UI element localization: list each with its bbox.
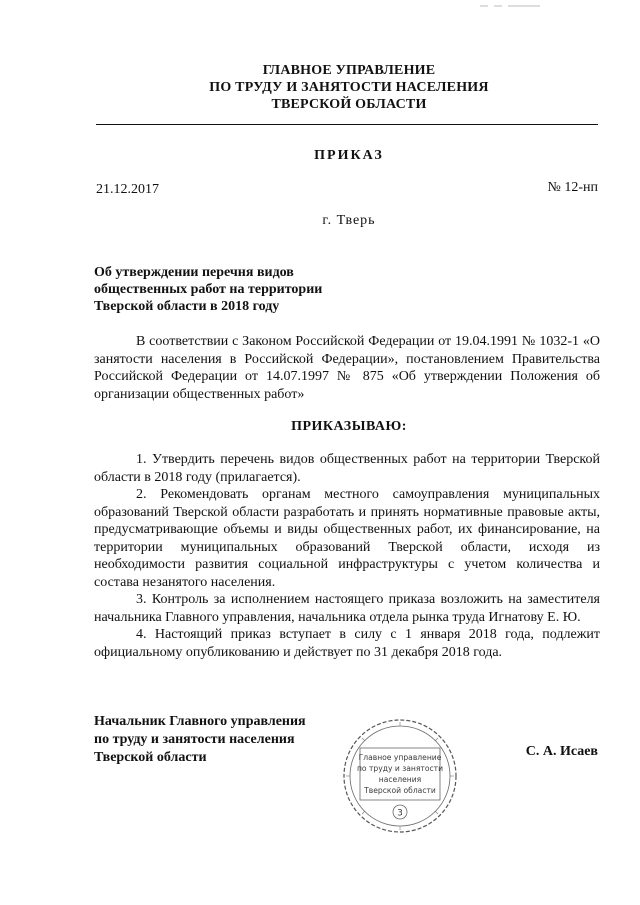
signatory-position — [94, 713, 354, 767]
scan-mark — [480, 2, 540, 10]
organization-header — [100, 62, 598, 113]
seal-text-3: населения — [378, 775, 422, 784]
preamble-paragraph: В соответствии с Законом Российской Федерации от 19.04.1991 № 1032-1 «О занятости населения в Российской Федерации», постановлением Правительства Российской Федерации от 14.07.1997 № 875 «Об утверждении Положения об организации общественных работ» — [94, 334, 600, 402]
subject-line-3: Тверской области в 2018 году — [94, 299, 280, 314]
position-line-2: по труду и занятости населения — [94, 732, 295, 747]
position-line-1: Начальник Главного управления — [94, 714, 306, 729]
official-seal — [340, 716, 460, 836]
seal-text-2: по труду и занятости — [356, 764, 444, 773]
decree-items — [94, 451, 600, 661]
decree-heading: ПРИКАЗЫВАЮ: — [291, 419, 407, 434]
subject-line-1: Об утверждении перечня видов — [94, 265, 294, 280]
document-number: № 12-нп — [547, 180, 598, 195]
seal-text-1: Главное управление — [358, 753, 442, 762]
decree-item-4: 4. Настоящий приказ вступает в силу с 1 января 2018 года, подлежит официальному опубликованию и действует по 31 декабря 2018 года. — [94, 627, 600, 660]
header-divider — [96, 124, 598, 125]
decree-item-1: 1. Утвердить перечень видов общественных работ на территории Тверской области в 2018 году (прилагается). — [94, 452, 600, 485]
document-subject — [94, 264, 384, 315]
seal-text-4: Тверской области — [364, 786, 436, 795]
seal-number: 3 — [397, 808, 403, 819]
subject-line-2: общественных работ на территории — [94, 282, 323, 297]
header-line-2: ПО ТРУДУ И ЗАНЯТОСТИ НАСЕЛЕНИЯ — [209, 80, 489, 95]
decree-item-2: 2. Рекомендовать органам местного самоуправления муниципальных образований Тверской области разработать и принять нормативные правовые акты, предусматривающие объемы и виды общественных работ, их финансирование, на территории муниципальных образований Тверской области, исходя из необходимости развития социальной инфраструктуры с учетом количества и состава незанятого населения. — [94, 487, 600, 590]
header-line-1: ГЛАВНОЕ УПРАВЛЕНИЕ — [262, 63, 436, 78]
document-date: 21.12.2017 — [96, 182, 159, 197]
document-title: ПРИКАЗ — [314, 148, 384, 163]
signatory-name: С. А. Исаев — [525, 744, 598, 759]
position-line-3: Тверской области — [94, 750, 207, 765]
header-line-3: ТВЕРСКОЙ ОБЛАСТИ — [271, 97, 427, 112]
document-city: г. Тверь — [322, 213, 376, 228]
decree-item-3: 3. Контроль за исполнением настоящего приказа возложить на заместителя начальника Главного управления, начальника отдела рынка труда Игнатову Е. Ю. — [94, 592, 600, 625]
